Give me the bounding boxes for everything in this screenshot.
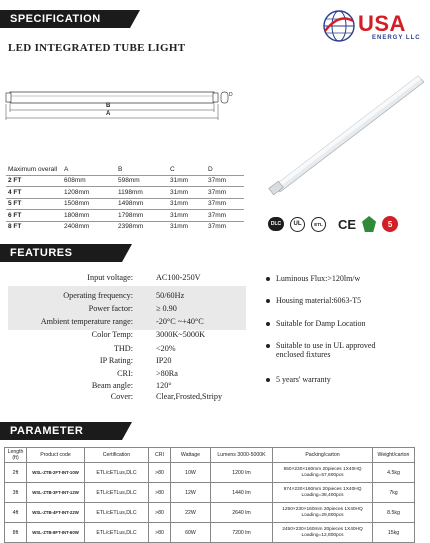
dim-cell: 37mm: [208, 223, 227, 231]
param-cell: >80: [149, 483, 171, 503]
dim-header-cell: B: [118, 165, 123, 173]
dim-cell: 608mm: [64, 177, 86, 185]
dim-cell: 1198mm: [118, 188, 143, 196]
param-cell: 974×230×160mm 20pieces 1X40HQ Loading=38,400pcs: [273, 483, 373, 503]
dimension-table: [6, 164, 244, 232]
param-header-cell: Certification: [85, 448, 149, 463]
param-cell: WSL-ZTB-4FT-INT-22W: [27, 503, 85, 523]
param-header-cell: Product code: [27, 448, 85, 463]
param-cell: 4ft: [5, 503, 27, 523]
feature-label: Ambient temperature range:: [40, 317, 133, 326]
feature-value: Clear,Frosted,Stripy: [156, 392, 223, 401]
param-cell: WSL-ZTB-8FT-INT-60W: [27, 523, 85, 543]
dim-row: [6, 210, 244, 222]
param-cell: 1250×230×160mm 20pieces 1X40HQ Loading=29,800pcs: [273, 503, 373, 523]
banner-slant: [122, 244, 132, 262]
dim-label-d: D: [229, 92, 233, 98]
param-cell: WSL-ZTB-3FT-INT-12W: [27, 483, 85, 503]
param-row: [5, 483, 415, 503]
globe-icon: [322, 9, 356, 43]
dim-label-a: A: [106, 111, 111, 117]
bullet-item: [266, 319, 366, 328]
param-cell: ETL/cETLus,DLC: [85, 523, 149, 543]
param-cell: 12W: [171, 483, 211, 503]
feature-label: Beam angle:: [91, 381, 133, 390]
dim-cell: 31mm: [170, 188, 189, 196]
dim-cell: 37mm: [208, 177, 227, 185]
dim-row: [6, 187, 244, 199]
feature-label: Power factor:: [88, 304, 133, 313]
dim-cell: 37mm: [208, 200, 227, 208]
bullet-item: [266, 296, 361, 305]
dim-cell: 1498mm: [118, 200, 144, 208]
specification-title: SPECIFICATION: [10, 13, 101, 25]
dim-cell: 6 FT: [8, 211, 22, 219]
param-cell: 8.5kg: [373, 503, 415, 523]
feature-value: ≥ 0.90: [156, 304, 177, 313]
param-cell: 10W: [171, 463, 211, 483]
bullet-text: Suitable for Damp Location: [276, 319, 366, 328]
param-row: [5, 463, 415, 483]
dim-header-cell: D: [208, 165, 213, 173]
dim-cell: 37mm: [208, 211, 227, 219]
dim-cell: 1808mm: [64, 211, 90, 219]
specification-banner: [0, 10, 130, 28]
param-header-cell: CRI: [149, 448, 171, 463]
param-cell: 15kg: [373, 523, 415, 543]
param-cell: 3ft: [5, 483, 27, 503]
ce-icon: CE: [338, 216, 357, 232]
param-row: [5, 503, 415, 523]
feature-label: Cover:: [110, 392, 133, 401]
dim-row: [6, 198, 244, 210]
param-cell: ETL/cETLus,DLC: [85, 503, 149, 523]
dim-label-b: B: [106, 103, 111, 109]
param-cell: WSL-ZTB-2FT-INT-10W: [27, 463, 85, 483]
param-cell: 22W: [171, 503, 211, 523]
banner-slant: [122, 422, 132, 440]
brand-sub: ENERGY LLC: [372, 35, 421, 41]
bullet-text: Luminous Flux:>120lm/w: [276, 274, 361, 283]
param-cell: >80: [149, 503, 171, 523]
tube-product-image: [268, 74, 424, 198]
param-cell: 650×230×160mm 20pieces 1X40HQ Loading=57,600pcs: [273, 463, 373, 483]
dim-cell: 1508mm: [64, 200, 90, 208]
feature-value: IP20: [156, 356, 172, 365]
feature-value: 50/60Hz: [156, 291, 185, 300]
brand-logo: [322, 8, 426, 44]
feature-label: THD:: [113, 344, 133, 353]
feature-value: <20%: [156, 344, 176, 353]
param-cell: 8ft: [5, 523, 27, 543]
bullet-item: [266, 375, 331, 384]
dim-cell: 31mm: [170, 177, 189, 185]
feature-value: 3000K~5000K: [156, 330, 206, 339]
dim-header-cell: A: [64, 165, 69, 173]
product-title: LED INTEGRATED TUBE LIGHT: [8, 42, 186, 54]
dim-cell: 2 FT: [8, 177, 22, 185]
bullet-text: Housing material:6063-T5: [276, 296, 362, 305]
parameter-title: PARAMETER: [10, 425, 84, 437]
parameter-table: [4, 447, 415, 543]
param-header-cell: Lumens 3000-5000K: [211, 448, 273, 463]
param-cell: 2ft: [5, 463, 27, 483]
dim-cell: 2398mm: [118, 223, 144, 231]
dim-header-cell: Maximum overall: [8, 165, 58, 173]
rohs-icon: 5: [382, 216, 398, 232]
param-cell: 7kg: [373, 483, 415, 503]
feature-label: IP Rating:: [99, 356, 133, 365]
features-title: FEATURES: [10, 247, 73, 259]
param-cell: ETL/cETLus,DLC: [85, 463, 149, 483]
dim-cell: 4 FT: [8, 188, 22, 196]
bullet-text: Suitable to use in UL approved enclosed fixtures: [276, 341, 376, 359]
bullet-text: 5 years' warranty: [276, 375, 331, 384]
energy-leaf-icon: [362, 216, 376, 232]
dim-cell: 1798mm: [118, 211, 144, 219]
param-header-cell: Wattage: [171, 448, 211, 463]
param-cell: 2640 lm: [211, 503, 273, 523]
param-cell: 7200 lm: [211, 523, 273, 543]
bullet-item: [266, 274, 360, 283]
dim-header-cell: C: [170, 165, 175, 173]
feature-label: Input voltage:: [87, 273, 133, 282]
param-cell: 1200 lm: [211, 463, 273, 483]
feature-value: 120°: [156, 381, 172, 390]
param-header-cell: Packing/carton: [273, 448, 373, 463]
parameter-banner: [0, 422, 122, 440]
ul-icon: UL: [290, 217, 305, 232]
param-cell: ETL/cETLus,DLC: [85, 483, 149, 503]
param-cell: 1440 lm: [211, 483, 273, 503]
brand-name: USA: [358, 11, 406, 36]
feature-label: CRI:: [117, 369, 133, 378]
param-header-cell: Weight/carton: [373, 448, 415, 463]
features-banner: [0, 244, 122, 262]
etl-icon: ETL: [311, 217, 326, 232]
dlc-icon: DLC: [268, 217, 284, 231]
param-cell: 2450×230×160mm 20pieces 1X40HQ Loading=12,800pcs: [273, 523, 373, 543]
param-cell: 4.5kg: [373, 463, 415, 483]
feature-label: Color Temp:: [91, 330, 133, 339]
dim-cell: 5 FT: [8, 200, 22, 208]
dim-cell: 598mm: [118, 177, 140, 185]
param-cell: >80: [149, 523, 171, 543]
dim-cell: 1208mm: [64, 188, 90, 196]
dim-row: [6, 221, 244, 232]
dim-cell: 31mm: [170, 223, 189, 231]
bullet-item: [266, 341, 392, 359]
banner-slant: [130, 10, 140, 28]
feature-value: AC100-250V: [156, 273, 201, 282]
feature-value: -20°C ~+40°C: [156, 317, 204, 326]
param-header-cell: Length (ft): [5, 448, 27, 463]
dim-cell: 37mm: [208, 188, 227, 196]
dim-cell: 31mm: [170, 211, 189, 219]
dim-row: [6, 175, 244, 187]
dim-cell: 2408mm: [64, 223, 90, 231]
dim-cell: 8 FT: [8, 223, 22, 231]
param-cell: >80: [149, 463, 171, 483]
dimension-drawing: [4, 88, 236, 124]
dim-cell: 31mm: [170, 200, 189, 208]
param-cell: 60W: [171, 523, 211, 543]
feature-label: Operating frequency:: [63, 291, 133, 300]
certification-row: [268, 214, 428, 234]
feature-value: >80Ra: [156, 369, 178, 378]
